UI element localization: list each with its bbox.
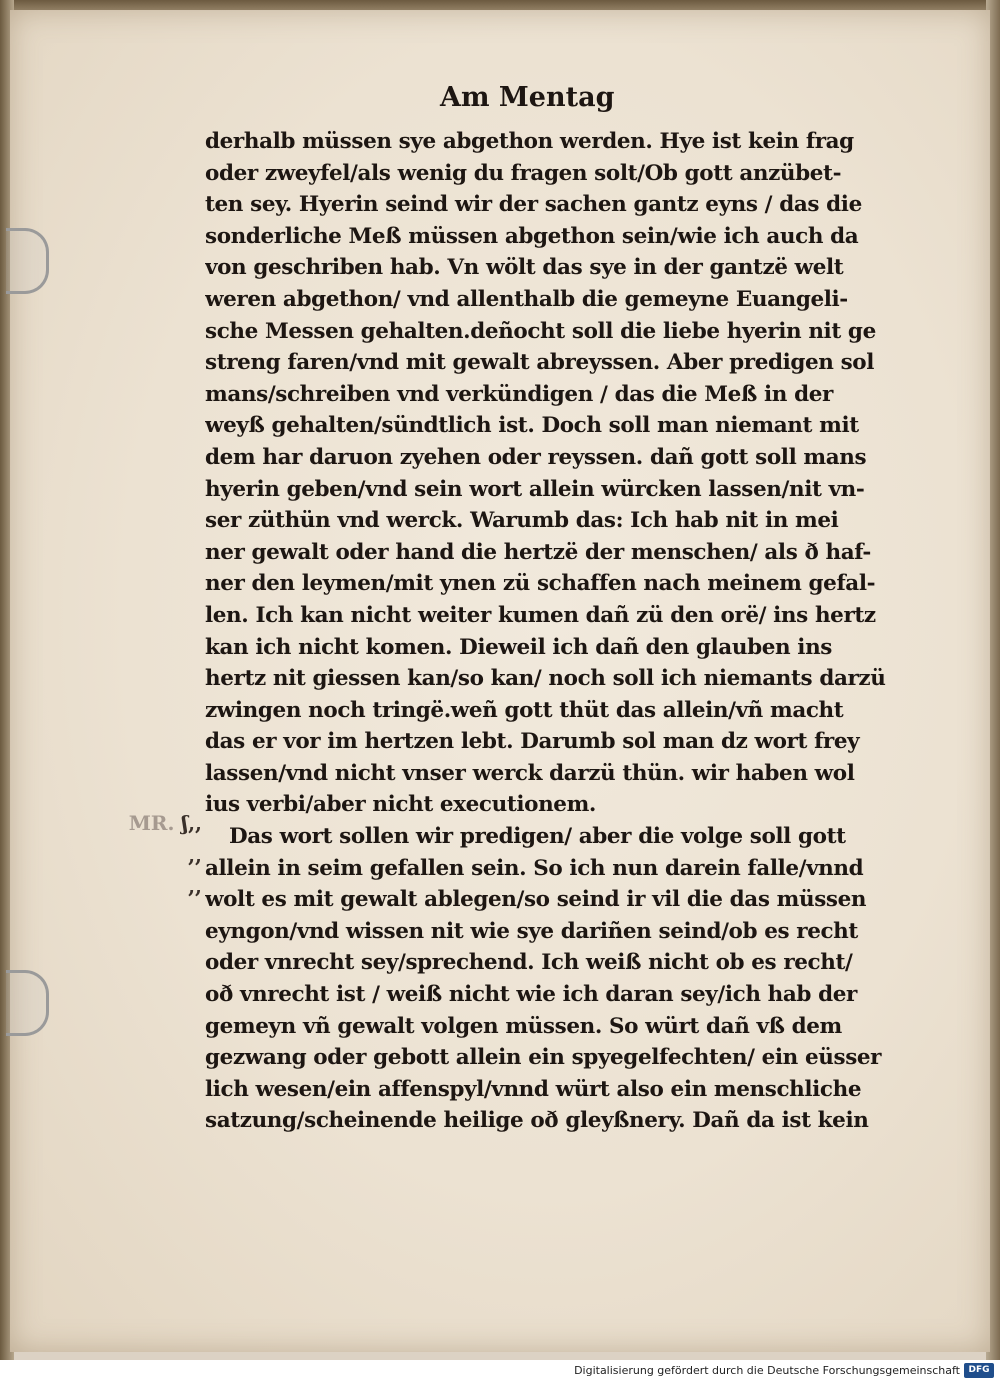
text-line: eyngon/vnd wissen nit wie sye dariñen seind/ob es recht	[205, 918, 858, 944]
text-line: oð vnrecht ist / weiß nicht wie ich daran sey/ich hab der	[205, 982, 857, 1008]
text-line: dem har daruon zyehen oder reyssen. dañ gott soll mans	[205, 444, 867, 470]
text-line: ner gewalt oder hand die hertzë der menschen/ als ð haf-	[205, 539, 871, 565]
text-line: oder zweyfel/als wenig du fragen solt/Ob gott anzübet-	[205, 160, 842, 186]
funding-credit: Digitalisierung gefördert durch die Deutsche Forschungsgemeinschaft	[574, 1364, 960, 1377]
text-line: von geschriben hab. Vn wölt das sye in der gantzë welt	[205, 255, 844, 281]
binding-clip-top	[6, 228, 49, 294]
margin-note-mark: ʃ,,	[181, 811, 202, 835]
text-line: oder vnrecht sey/sprechend. Ich weiß nicht ob es recht/	[205, 950, 853, 976]
text-line: weren abgethon/ vnd allenthalb die gemeyne Euangeli-	[205, 286, 848, 312]
text-line: ius verbi/aber nicht executionem.	[205, 792, 597, 818]
binding-clip-bottom	[6, 970, 49, 1036]
text-line: sche Messen gehalten.deñocht soll die liebe hyerin nit ge	[205, 318, 876, 344]
text-line: streng faren/vnd mit gewalt abreyssen. Aber predigen sol	[205, 350, 875, 376]
text-line: hyerin geben/vnd sein wort allein würcken lassen/nit vn-	[205, 476, 865, 502]
text-line: len. Ich kan nicht weiter kumen dañ zü den orë/ ins hertz	[205, 602, 876, 628]
running-head: Am Mentag	[440, 82, 615, 113]
margin-note-faded: MR.	[128, 811, 182, 835]
text-line: ser züthün vnd werck. Warumb das: Ich hab nit in mei	[205, 508, 839, 534]
dfg-logo: DFG	[964, 1363, 994, 1378]
footer-bar	[0, 1360, 1000, 1382]
text-line: satzung/scheinende heilige oð gleyßnery. Dañ da ist kein	[205, 1108, 869, 1134]
margin-note-mark: ,,	[188, 842, 202, 867]
text-line: kan ich nicht komen. Dieweil ich dañ den glauben ins	[205, 634, 833, 660]
text-line: sonderliche Meß müssen abgethon sein/wie ich auch da	[205, 223, 859, 249]
text-line: hertz nit giessen kan/so kan/ noch soll ich niemants darzü	[205, 666, 886, 692]
body-text	[205, 126, 895, 1137]
margin-note	[92, 808, 202, 840]
text-line: derhalb müssen sye abgethon werden. Hye ist kein frag	[205, 129, 854, 154]
text-line: gemeyn vñ gewalt volgen müssen. So würt dañ vß dem	[205, 1013, 842, 1039]
margin-note-mark: ,,	[188, 874, 202, 899]
text-line: ten sey. Hyerin seind wir der sachen gantz eyns / das die	[205, 192, 862, 218]
text-line: gezwang oder gebott allein ein spyegelfechten/ ein eüsser	[205, 1045, 882, 1071]
text-line: allein in seim gefallen sein. So ich nun darein falle/vnnd	[205, 855, 864, 881]
text-line: Das wort sollen wir predigen/ aber die volge soll gott	[229, 824, 846, 850]
margin-note	[92, 840, 202, 872]
text-line: wolt es mit gewalt ablegen/so seind ir vil die das müssen	[205, 887, 867, 913]
text-line: lassen/vnd nicht vnser werck darzü thün. wir haben wol	[205, 760, 855, 786]
text-line: weyß gehalten/sündtlich ist. Doch soll man niemant mit	[205, 413, 859, 439]
margin-note	[92, 871, 202, 903]
text-line: ner den leymen/mit ynen zü schaffen nach meinem gefal-	[205, 571, 876, 597]
text-line: mans/schreiben vnd verkündigen / das die Meß in der	[205, 381, 833, 407]
text-line: zwingen noch tringë.weñ gott thüt das allein/vñ macht	[205, 697, 844, 723]
text-line: lich wesen/ein affenspyl/vnnd würt also ein menschliche	[205, 1076, 862, 1102]
text-line: das er vor im hertzen lebt. Darumb sol man dz wort frey	[205, 729, 860, 755]
margin-notes	[92, 808, 202, 903]
